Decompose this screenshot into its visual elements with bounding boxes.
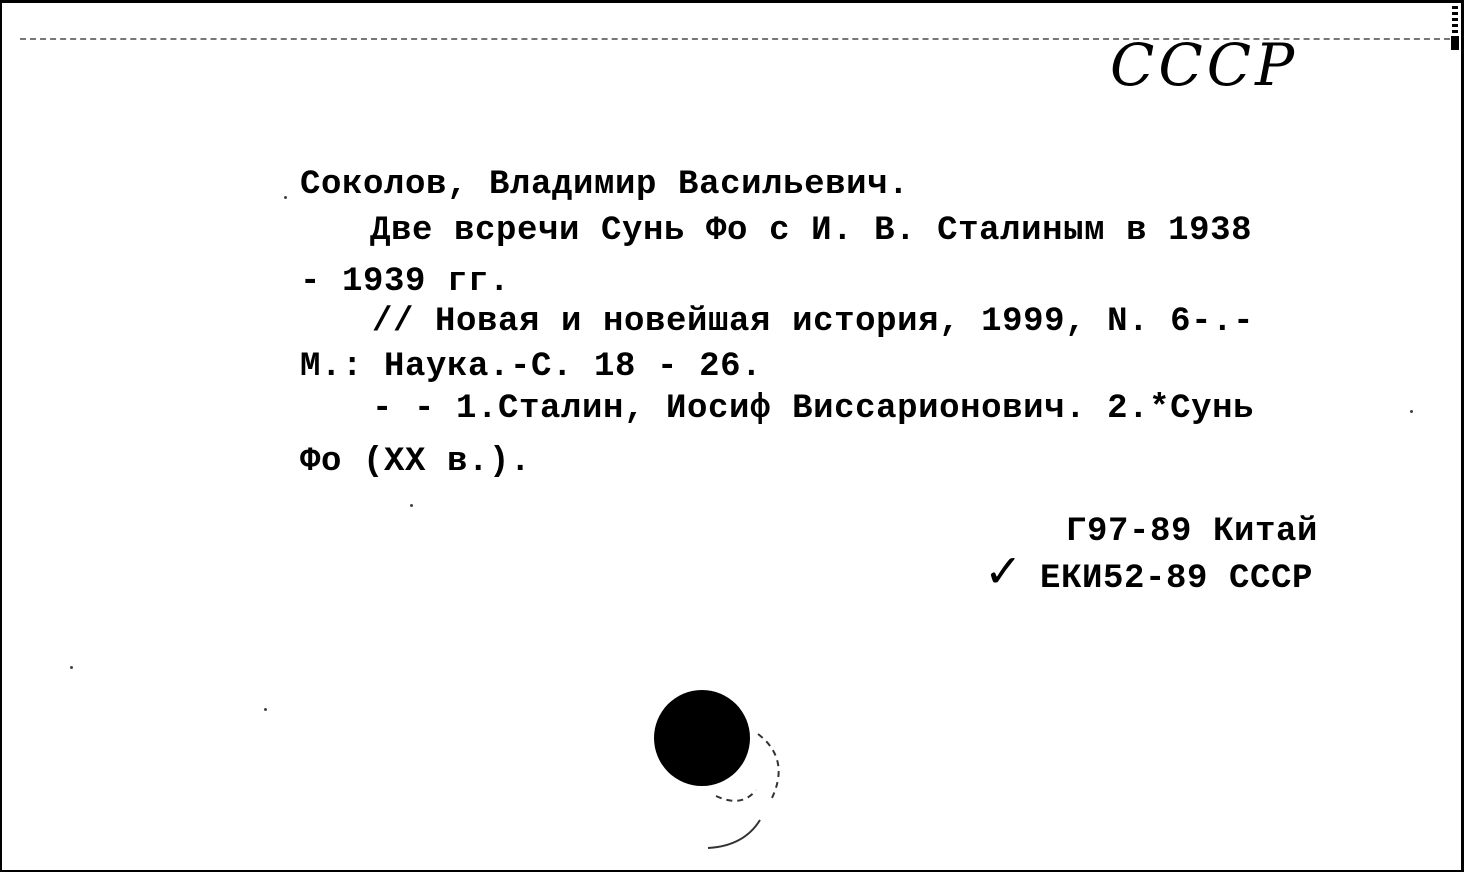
source-line-1: // Новая и новейшая история, 1999, N. 6-.-	[372, 303, 1255, 341]
handwritten-heading: СССР	[1110, 31, 1299, 99]
ink-speck	[1410, 410, 1413, 413]
author-line: Соколов, Владимир Васильевич.	[300, 166, 910, 204]
ink-speck	[264, 708, 267, 711]
ink-speck	[410, 504, 413, 507]
ink-speck	[284, 196, 287, 199]
card-edge-top	[0, 0, 1464, 3]
ink-speck	[70, 666, 73, 669]
source-line-2: М.: Наука.-С. 18 - 26.	[300, 348, 763, 386]
title-line-1: Две всречи Сунь Фо с И. В. Сталиным в 1938	[370, 212, 1253, 250]
card-edge-left	[0, 0, 2, 872]
title-line-2: - 1939 гг.	[300, 263, 511, 301]
subject-headings-line-1: - - 1.Сталин, Иосиф Виссарионович. 2.*Сунь	[372, 390, 1255, 428]
edge-tab	[1451, 36, 1459, 50]
checkmark-icon: ✓	[984, 544, 1027, 598]
classification-code-1: Г97-89 Китай	[1066, 513, 1319, 551]
classification-code-2: ЕКИ52-89 СССР	[1040, 560, 1314, 598]
punch-hole-shadow-arc	[700, 720, 800, 860]
subject-headings-line-2: Фо (XX в.).	[300, 443, 532, 481]
